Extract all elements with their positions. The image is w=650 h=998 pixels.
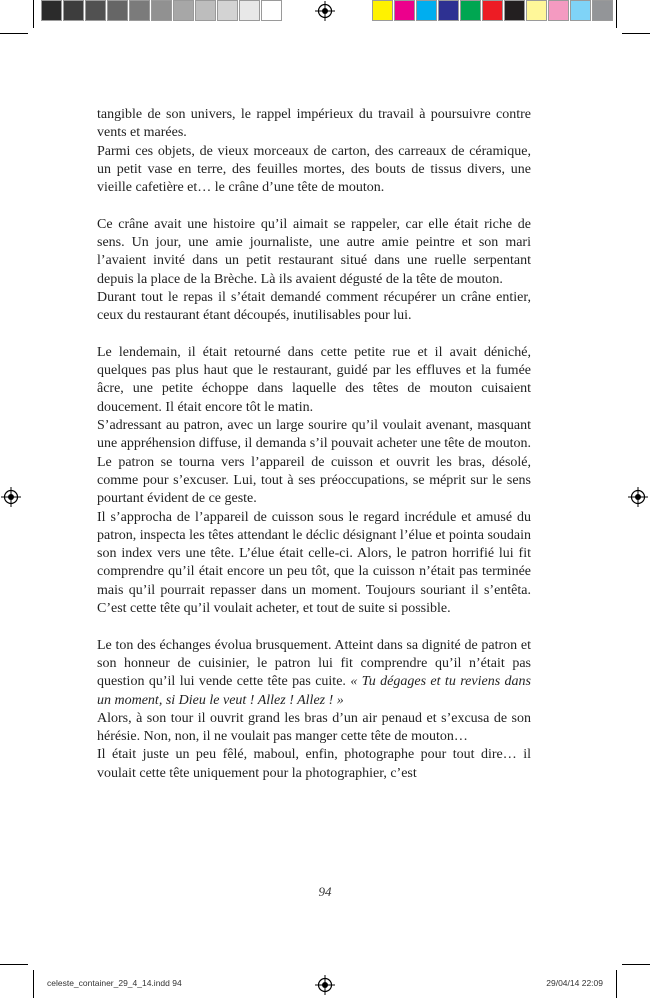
quote: « Tu dégages et tu reviens dans un moment, si Dieu le veut ! Allez ! Allez ! » <box>97 674 531 708</box>
body-text <box>97 106 531 783</box>
paragraph: Il s’approcha de l’appareil de cuisson sous le regard incrédule et amusé du patron, inspecta les têtes attendant le déclic désignant l’élue et pointa soudain son index vers une tête. L’élue était celle-ci. Alors, le patron horrifié lui fit comprendre qu’il était encore un peu tôt, que la cuisson n’était pas terminée mais qu’il pourrait repasser dans un moment. Toujours souriant il s’entêta. C’est cette tête qu’il voulait acheter, et tout de suite si possible. <box>97 509 531 617</box>
paragraph: Ce crâne avait une histoire qu’il aimait se rappeler, car elle était riche de sens. Un jour, une amie journaliste, une autre amie peintre et son mari l’avaient invité dans un petit restaurant situé dans une ruelle serpentant depuis la place de la Brèche. Là ils avaient dégusté de la tête de mouton. <box>97 216 531 287</box>
grey-swatch <box>239 0 260 21</box>
grey-swatch <box>85 0 106 21</box>
paragraph: S’adressant au patron, avec un large sourire qu’il voulait avenant, masquant une appréhension diffuse, il demanda s’il pouvait acheter une tête de mouton. Le patron se tourna vers l’appareil de cuisson et ouvrit les bras, désolé, comme pour s’excuser. Lui, tout à ses préoccupations, se méprit sur le sens pourtant évident de ce geste. <box>97 418 531 507</box>
registration-mark-icon <box>1 487 21 507</box>
registration-mark-icon <box>628 487 648 507</box>
crop-mark-bottom-right-horizontal <box>622 964 650 965</box>
grey-swatch <box>41 0 62 21</box>
crop-mark-bottom-left-horizontal <box>0 964 28 965</box>
paragraph: Durant tout le repas il s’était demandé comment récupérer un crâne entier, ceux du restaurant étant découpés, inutilisables pour lui. <box>97 289 531 324</box>
crop-mark-top-right-horizontal <box>622 33 650 34</box>
paragraph-text: Le ton des échanges évolua brusquement. Atteint dans sa dignité de patron et son honneur de cuisinier, le patron lui fit comprendre qu’il n’était pas question qu’il lui vende cette tête pas cuite. <box>97 637 531 690</box>
crop-mark-top-right-vertical <box>616 0 617 28</box>
page-number: 94 <box>318 884 332 899</box>
color-swatch <box>526 0 547 21</box>
color-swatch <box>504 0 525 21</box>
paragraph: Le lendemain, il était retourné dans cette petite rue et il avait déniché, quelques pas plus haut que le restaurant, guidé par les effluves et la fumée âcre, une petite échoppe dans laquelle des têtes de mouton cuisaient doucement. Il était encore tôt le matin. <box>97 344 531 415</box>
paragraph: Il était juste un peu fêlé, maboul, enfin, photographe pour tout dire… il voulait cette tête uniquement pour la photographier, c’est <box>97 747 531 781</box>
paragraph: Alors, à son tour il ouvrit grand les bras d’un air penaud et s’excusa de son hérésie. Non, non, il ne voulait pas manger cette tête de mouton… <box>97 710 531 745</box>
paragraph: Parmi ces objets, de vieux morceaux de carton, des carreaux de céramique, un petit vase en terre, des feuilles mortes, des bouts de tissus divers, une vieille cafetière et… le crâne d’une tête de mouton. <box>97 143 531 196</box>
color-swatch <box>592 0 613 21</box>
color-swatch <box>372 0 393 21</box>
crop-mark-bottom-right-vertical <box>616 970 617 998</box>
grey-swatch-bar <box>41 0 283 23</box>
color-swatch <box>570 0 591 21</box>
paragraph <box>97 637 531 710</box>
color-swatch <box>394 0 415 21</box>
paragraph: tangible de son univers, le rappel impérieux du travail à poursuivre contre vents et marées. <box>97 107 531 141</box>
slug-file-name: celeste_container_29_4_14.indd 94 <box>47 978 182 988</box>
crop-mark-top-left-vertical <box>33 0 34 28</box>
grey-swatch <box>151 0 172 21</box>
color-swatch <box>416 0 437 21</box>
color-swatch <box>548 0 569 21</box>
slug-date: 29/04/14 22:09 <box>546 978 603 988</box>
crop-mark-top-left-horizontal <box>0 33 28 34</box>
grey-swatch <box>63 0 84 21</box>
color-swatch-bar <box>372 0 614 23</box>
grey-swatch <box>173 0 194 21</box>
grey-swatch <box>261 0 282 21</box>
color-swatch <box>438 0 459 21</box>
crop-mark-bottom-left-vertical <box>33 970 34 998</box>
grey-swatch <box>195 0 216 21</box>
registration-mark-icon <box>315 975 335 995</box>
color-swatch <box>482 0 503 21</box>
color-swatch <box>460 0 481 21</box>
grey-swatch <box>217 0 238 21</box>
grey-swatch <box>107 0 128 21</box>
registration-mark-icon <box>315 1 335 21</box>
grey-swatch <box>129 0 150 21</box>
